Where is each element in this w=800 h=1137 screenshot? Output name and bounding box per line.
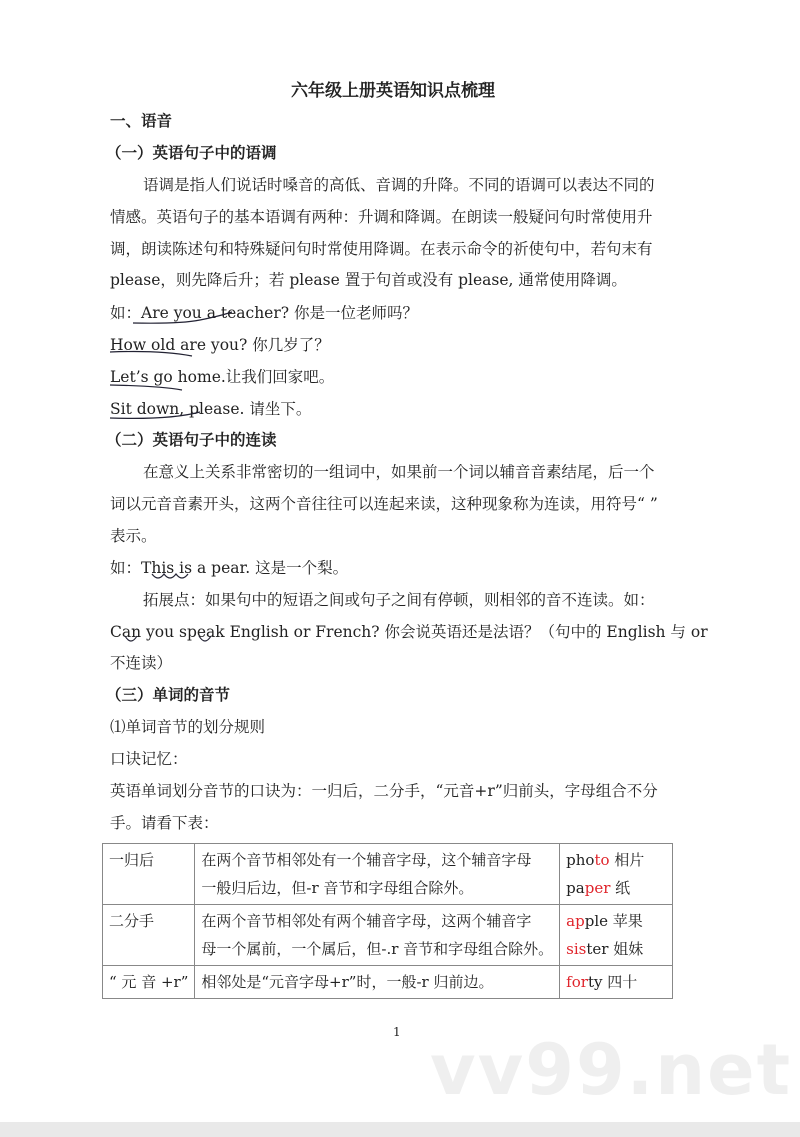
example-word (566, 907, 666, 935)
word-part: ter 姐妹 (586, 940, 644, 958)
example-cell (560, 966, 673, 999)
paragraph-line: 表示。 (110, 527, 157, 545)
table-row (103, 844, 673, 905)
example-line: Sit down, please. 请坐下。 (110, 400, 312, 418)
liaison-mark (152, 574, 188, 578)
document-title: 六年级上册英语知识点梳理 (291, 81, 495, 101)
word-part: 相片 (609, 851, 645, 869)
rule-description-cell (195, 966, 560, 999)
example-word (566, 846, 666, 874)
liaison-mark (125, 636, 211, 641)
rule-description-cell (195, 844, 560, 905)
paragraph-line: 手。请看下表： (110, 814, 219, 832)
intonation-curve (110, 352, 192, 357)
highlighted-syllable: for (566, 973, 588, 991)
word-part: ple 苹果 (584, 912, 643, 930)
table-row (103, 905, 673, 966)
rule-title: ⑴单词音节的划分规则 (110, 718, 266, 736)
example-word (566, 935, 666, 963)
intonation-curve (133, 312, 232, 323)
highlighted-syllable: ap (566, 912, 585, 930)
example-cell (560, 844, 673, 905)
word-part: 纸 (610, 879, 631, 897)
paragraph-line: 情感。英语句子的基本语调有两种：升调和降调。在朗读一般疑问句时常使用升 (110, 208, 653, 226)
highlighted-syllable: to (594, 851, 610, 869)
table-row (103, 966, 673, 999)
watermark: vv99.net (430, 1029, 793, 1111)
page-number: 1 (393, 1025, 401, 1039)
example-cell (560, 905, 673, 966)
example-line: 如：Are you a teacher? 你是一位老师吗？ (110, 304, 418, 322)
syllable-rules-table (102, 843, 673, 999)
page-bottom-bar (0, 1122, 800, 1137)
subsection-heading: （三）单词的音节 (106, 686, 231, 704)
paragraph-line: 英语单词划分音节的口诀为：一归后，二分手，“元音+r”归前头，字母组合不分 (110, 782, 658, 800)
rule-name-cell: 一归后 (103, 844, 195, 905)
example-line: How old are you? 你几岁了？ (110, 336, 330, 354)
description-line: 相邻处是“元音字母+r”时，一般-r 归前边。 (201, 973, 494, 991)
description-line: 一般归后边，但-r 音节和字母组合除外。 (201, 879, 474, 897)
intonation-curve (110, 385, 182, 390)
paragraph-line: 不连读） (110, 654, 173, 672)
subsection-heading: （一）英语句子中的语调 (106, 144, 277, 162)
paragraph-line: 在意义上关系非常密切的一组词中，如果前一个词以辅音音素结尾，后一个 (143, 463, 655, 481)
rule-description-cell (195, 905, 560, 966)
word-part: ty 四十 (587, 973, 638, 991)
example-line: 如：This is a pear. 这是一个梨。 (110, 559, 349, 577)
paragraph-line: 词以元音音素开头，这两个音往往可以连起来读，这种现象称为连读，用符号“ ” (110, 495, 658, 513)
subsection-heading: （二）英语句子中的连读 (106, 431, 277, 449)
description-line: 母一个属前，一个属后，但-.r 音节和字母组合除外。 (201, 940, 554, 958)
mnemonic-label: 口诀记忆： (110, 750, 188, 768)
description-line: 在两个音节相邻处有一个辅音字母，这个辅音字母 (201, 851, 532, 869)
paragraph-line: please，则先降后升；若 please 置于句首或没有 please, 通常使用降调。 (110, 271, 627, 289)
highlighted-syllable: per (584, 879, 611, 897)
section-heading: 一、语音 (110, 112, 173, 130)
example-word (566, 968, 666, 996)
paragraph-line: 调，朗读陈述句和特殊疑问句时常使用降调。在表示命令的祈使句中，若句末有 (110, 240, 653, 258)
example-line: Let’s go home.让我们回家吧。 (110, 368, 335, 386)
paragraph-line: Can you speak English or French? 你会说英语还是法语？（句中的 English 与 or (110, 623, 708, 641)
description-line: 在两个音节相邻处有两个辅音字母，这两个辅音字 (201, 912, 532, 930)
word-part: pa (566, 879, 585, 897)
rule-name-cell: 二分手 (103, 905, 195, 966)
paragraph-line: 拓展点：如果句中的短语之间或句子之间有停顿，则相邻的音不连读。如： (143, 591, 655, 609)
intonation-curve (110, 412, 200, 418)
rule-name-cell: “ 元 音 +r” (103, 966, 195, 999)
word-part: pho (566, 851, 595, 869)
example-word (566, 874, 666, 902)
paragraph-line: 语调是指人们说话时嗓音的高低、音调的升降。不同的语调可以表达不同的 (143, 176, 655, 194)
highlighted-syllable: sis (566, 940, 587, 958)
